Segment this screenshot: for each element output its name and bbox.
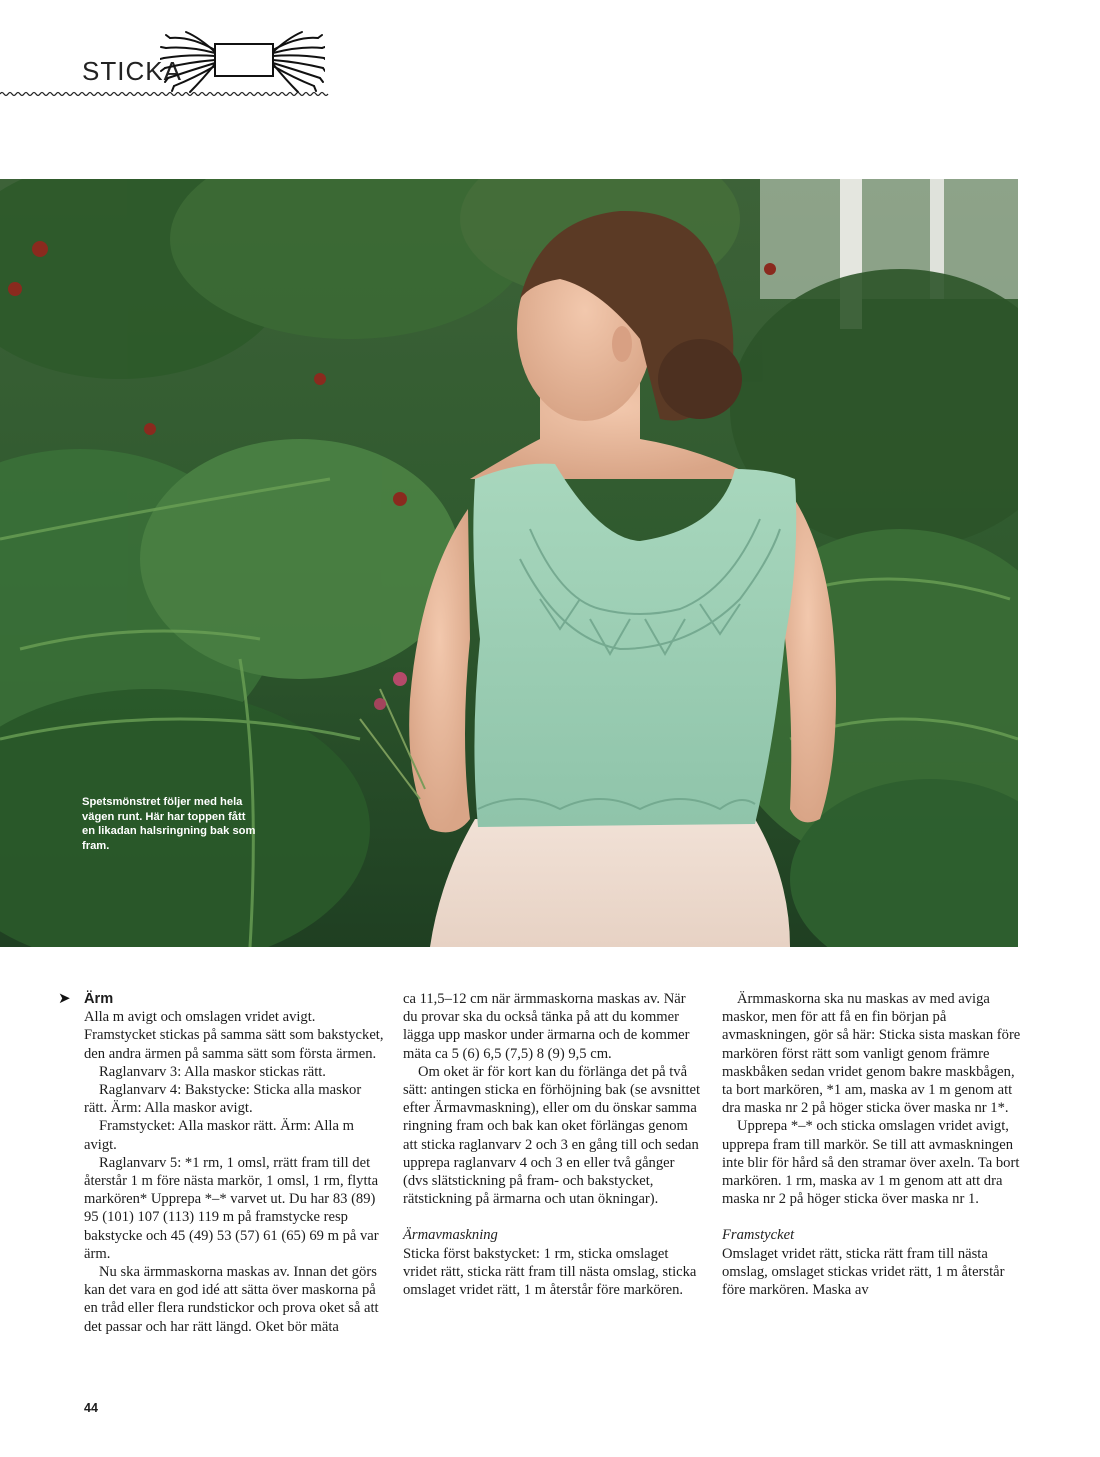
paragraph: Ärmmaskorna ska nu maskas av med aviga maskor, men för att få en fin början på avmaskningen, gör så här: Sticka sista maskan före markören först rätt som vanligt genom främre maskbåken sedan vridet genom bakre maskbågen, ta bort markören, *1 am, maska av 1 m genom att dra maska nr 2 på höger sticka över maska nr 1*. [722,991,1021,1117]
header-rule [0,90,330,98]
paragraph: Omslaget vridet rätt, sticka rätt fram till nästa omslag, omslaget stickas vridet rätt, 1 m återstår före markören. Maska av [722,1245,1005,1299]
yarn-skein-icon [160,28,325,98]
paragraph: Om oket är för kort kan du förlänga det på två sätt: antingen sticka en förhöjning bak (se avsnittet efter Ärmavmaskning), eller om du önskar samma ringning fram och bak kan oket förlängas genom att sticka raglanvarv 2 och 3 en gång till och sedan upprepa raglanvarv 4 och 3 en eller två gånger (dvs slätstickning på fram- och bakstycket, rätstickning på ärmarna och utan ökningar). [403,1063,701,1208]
paragraph: Sticka först bakstycket: 1 rm, sticka omslaget vridet rätt, sticka rätt fram till nästa omslag, sticka omslaget vridet rätt, 1 m återstår före markören. [403,1245,697,1299]
subheading: Framstycket [722,1227,795,1244]
section-heading: Ärm [84,991,114,1007]
paragraph: Alla m avigt och omslagen vridet avigt. Framstycket stickas på samma sätt som bakstycket, den andra ärmen på samma sätt som första ärmen. [84,1009,384,1062]
text-column-1 [58,989,384,1336]
paragraph: Framstycket: Alla maskor rätt. Ärm: Alla m avigt. [84,1118,354,1153]
arrow-icon: ➤ [58,989,71,1007]
paragraph: Upprepa *–* och sticka omslagen vridet avigt, upprepa fram till markör. Se till att avmaskningen inte blir för hård så den stramar över axeln. Ta bort markören. 1 rm, maska av 1 m genom att att dra maska nr 2 på höger sticka över maska nr 1. [722,1118,1020,1208]
paragraph: Nu ska ärmmaskorna maskas av. Innan det görs kan det vara en god idé att sätta över maskorna på en tråd eller flera rundstickor och prova oket så att det passar och har rätt längd. Oket bör mäta [84,1264,379,1335]
text-column-3 [722,990,1022,1299]
subheading: Ärmavmaskning [403,1227,498,1244]
paragraph: Raglanvarv 3: Alla maskor stickas rätt. [99,1063,326,1080]
photo [0,179,1018,947]
paragraph: ca 11,5–12 cm när ärmmaskorna maskas av. När du provar ska du också tänka på att du kommer lägga upp maskor under ärmarna och de kommer mäta ca 5 (6) 6,5 (7,5) 8 (9) 9,5 cm. [403,991,690,1062]
paragraph: Raglanvarv 4: Bakstycke: Sticka alla maskor rätt. Ärm: Alla maskor avigt. [84,1082,362,1117]
page-number: 44 [84,1401,98,1415]
photo-caption: Spetsmönstret följer med hela vägen runt. Här har toppen fått en likadan halsringning bak som fram. [82,796,256,852]
text-column-2 [403,990,703,1299]
section-label: STICKA [82,56,182,86]
paragraph: Raglanvarv 5: *1 rm, 1 omsl, rrätt fram till det återstår 1 m före nästa markör, 1 omsl, 1 rm, flytta markören* Upprepa *–* varvet ut. Du har 83 (89) 95 (101) 107 (113) 119 m på framstycke resp bakstycke och 45 (49) 53 (57) 61 (65) 69 m på var ärm. [84,1154,379,1262]
